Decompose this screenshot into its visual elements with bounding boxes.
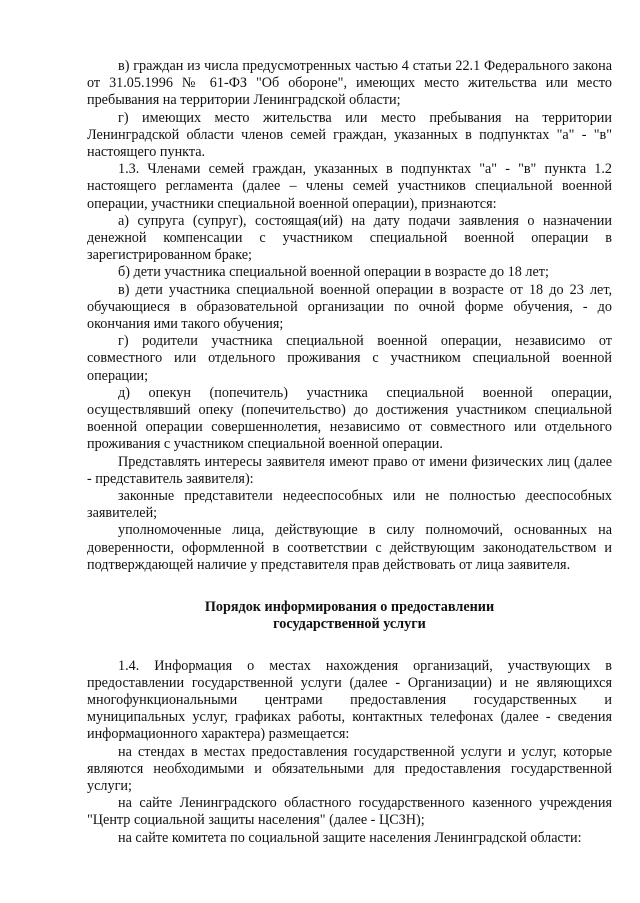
section-heading-line-1: Порядок информирования о предоставлении	[204, 599, 495, 616]
paragraph-1-4: 1.4. Информация о местах нахождения организаций, участвующих в предоставлении государственной услуги (далее - Организации) и не являющихся многофункциональными центрами предоставления государственных и муниципальных услуг, графиках работы, контактных телефонах (далее - сведения информационного характера) размещается:	[87, 657, 612, 743]
paragraph-committee-site: на сайте комитета по социальной защите населения Ленинградской области:	[118, 829, 582, 846]
paragraph-1-3: 1.3. Членами семей граждан, указанных в подпунктах "а" - "в" пункта 1.2 настоящего регламента (далее – члены семей участников специальной военной операции, участники специальной военной операции), признаются:	[87, 161, 612, 212]
section-heading-line-2: государственной услуги	[273, 616, 426, 633]
paragraph-item-v-citizens: в) граждан из числа предусмотренных частью 4 статьи 22.1 Федерального закона от 31.05.1996 № 61-ФЗ "Об обороне", имеющих место жительства или место пребывания на территории Ленинградской области;	[87, 58, 612, 109]
paragraph-item-b-children: б) дети участника специальной военной операции в возрасте до 18 лет;	[118, 264, 549, 281]
paragraph-stands: на стендах в местах предоставления государственной услуги и услуг, которые являются необходимыми и обязательными для предоставления государственной услуги;	[87, 743, 612, 794]
paragraph-item-v-students: в) дети участника специальной военной операции в возрасте от 18 до 23 лет, обучающиеся в образовательной организации по очной форме обучения, - до окончания ими такого обучения;	[87, 281, 612, 333]
document-body	[87, 58, 612, 847]
paragraph-item-d-guardian: д) опекун (попечитель) участника специальной военной операции, осуществлявший опеку (попечительство) до достижения участником специальной военной операции совершеннолетия, независимо от совместного или отдельного проживания с участником специальной военной операции.	[87, 384, 612, 453]
paragraph-item-g-parents: г) родители участника специальной военной операции, независимо от совместного или отдельного проживания с участником специальной военной операции;	[87, 333, 612, 384]
paragraph-representatives: Представлять интересы заявителя имеют право от имени физических лиц (далее - представитель заявителя):	[87, 453, 612, 487]
section-heading	[87, 599, 612, 633]
paragraph-authorized-persons: уполномоченные лица, действующие в силу полномочий, основанных на доверенности, оформленной в соответствии с действующим законодательством и подтверждающей наличие у представителя прав действовать от лица заявителя.	[87, 522, 612, 573]
paragraph-legal-representatives: законные представители недееспособных или не полностью дееспособных заявителей;	[87, 488, 612, 522]
paragraph-item-a-spouse: а) супруга (супруг), состоящая(ий) на дату подачи заявления о назначении денежной компенсации с участником специальной военной операции в зарегистрированном браке;	[87, 212, 612, 264]
paragraph-item-g-family: г) имеющих место жительства или место пребывания на территории Ленинградской области членов семей граждан, указанных в подпунктах "а" - "в" настоящего пункта.	[87, 109, 612, 161]
paragraph-cszn-site: на сайте Ленинградского областного государственного казенного учреждения "Центр социальной защиты населения" (далее - ЦСЗН);	[87, 795, 612, 829]
